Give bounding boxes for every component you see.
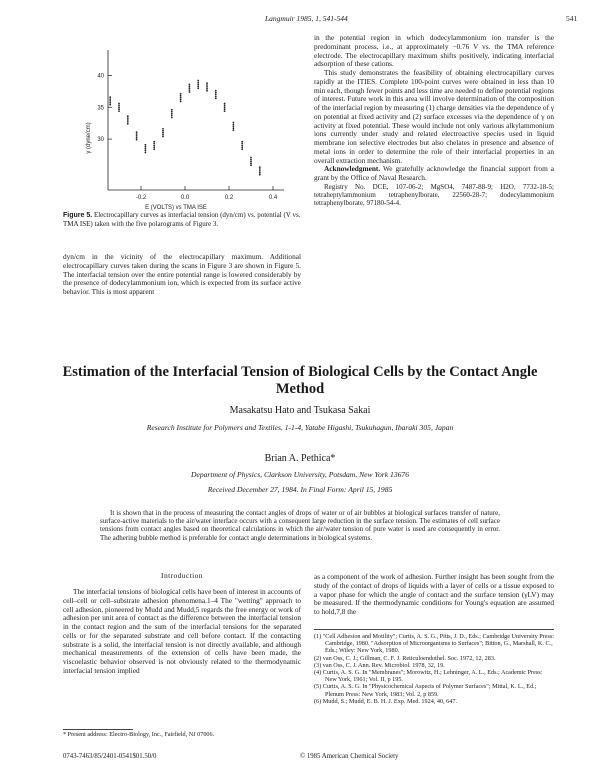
data-point-4 <box>171 109 173 111</box>
data-point-2 <box>224 105 226 107</box>
data-point-5 <box>224 110 226 112</box>
data-point-2 <box>206 84 208 86</box>
data-point-1 <box>189 87 191 89</box>
right-column-text <box>314 34 554 207</box>
data-point-2 <box>171 111 173 113</box>
data-point-3 <box>109 102 111 104</box>
data-point-1 <box>250 161 252 163</box>
data-point-3 <box>250 162 252 164</box>
data-point-4 <box>118 103 120 105</box>
data-point-4 <box>153 141 155 143</box>
right-bottom-paragraph: as a component of the work of adhesion. Further insight has been sought from the study of the contact of drops of liquids with a layer of cells or a tissue exposed to a vapor phase for which the angle of contact and the surface tension (γLV) may be measured. If the thermodynamic conditions for Young's equation are assumed to hold,7,8 the <box>314 572 554 616</box>
data-point-2 <box>189 85 191 87</box>
abstract: It is shown that in the process of measuring the contact angles of drops of water or of air bubbles at biological surfaces transfer of nature, surface-active materials to the air/water interface occurs with a consequent large reduction in the surface tension. The estimates of cell surface tensions from contact angles based on theoretical calculations in which the air/water tension of pure water is used are consequently in error. The adhering bubble method is preferable for contact angle determinations in biological systems. <box>100 509 500 542</box>
data-point-5 <box>259 174 261 176</box>
data-point-5 <box>171 117 173 119</box>
data-point-3 <box>197 85 199 87</box>
data-point-2 <box>215 92 217 94</box>
data-point-4 <box>241 141 243 143</box>
article-code: 0743-7463/85/2401-0541$01.50/0 <box>63 753 157 760</box>
registry-numbers: Registry No. DCE, 107-06-2; MgSO4, 7487-88-9; H2O, 7732-18-5; tetraheptylammonium tetraphenylborate, 22560-28-7; dodecylammonium tetraphenylborate, 97180-54-4. <box>314 182 554 208</box>
data-point-2 <box>162 130 164 132</box>
data-point-3 <box>189 89 191 91</box>
data-point-2 <box>136 133 138 135</box>
data-point-3 <box>224 108 226 110</box>
data-point-2 <box>197 82 199 84</box>
reference-item: (2) van Oss, C. J.; Gillman, C. F. J. Reticuloendothel. Soc. 1972, 12, 283. <box>314 654 496 662</box>
data-point-4 <box>162 128 164 130</box>
data-point-2 <box>109 98 111 100</box>
data-point-4 <box>109 96 111 98</box>
reference-item: (6) Mudd, S.; Mudd, E. B. H. J. Exp. Med. 1924, 40, 647. <box>314 697 458 705</box>
footnote-rule <box>63 729 133 730</box>
data-point-3 <box>118 108 120 110</box>
affiliation-secondary: Department of Physics, Clarkson University, Potsdam, New York 13676 <box>190 470 410 479</box>
references-rule <box>314 629 554 630</box>
data-point-5 <box>233 129 235 131</box>
figure-5-chart <box>66 42 306 220</box>
reference-item: (4) Curtis, A. S. G. In "Membranes"; Morowitz, H.; Lehninger, A. L., Eds.; Academic Press: New York, 1961; Vol. II, p 195. <box>314 669 543 684</box>
data-point-3 <box>171 115 173 117</box>
data-point-3 <box>136 137 138 139</box>
data-point-4 <box>136 131 138 133</box>
data-point-3 <box>127 121 129 123</box>
data-point-4 <box>224 103 226 105</box>
data-point-2 <box>250 159 252 161</box>
data-point-2 <box>153 143 155 145</box>
data-point-1 <box>215 94 217 96</box>
data-point-4 <box>250 157 252 159</box>
data-point-5 <box>215 98 217 100</box>
y-axis-label: γ (dyne/cm) <box>86 122 92 154</box>
data-point-5 <box>136 139 138 141</box>
affiliation-primary: Research Institute for Polymers and Textiles, 1-1-4, Yatabe Higashi, Tsukuhagun, Ibaraki 305, Japan <box>146 423 454 432</box>
journal-citation: Langmuir 1985, 1, 541-544 <box>265 14 348 23</box>
data-point-1 <box>233 126 235 128</box>
page-number: 541 <box>566 14 578 23</box>
authors-primary: Masakatsu Hato and Tsukasa Sakai <box>229 405 371 416</box>
data-point-4 <box>127 115 129 117</box>
data-point-1 <box>162 132 164 134</box>
data-point-2 <box>145 146 147 148</box>
introduction-text <box>63 588 301 676</box>
caption-text: Electrocapillary curves as interfacial tension (dyn/cm) vs. potential (V vs. TMA ISE) taken with the five polarograms of Figure 3. <box>63 211 301 229</box>
data-point-4 <box>189 84 191 86</box>
data-point-4 <box>180 93 182 95</box>
data-point-5 <box>241 148 243 150</box>
chart-svg <box>66 42 306 220</box>
data-point-2 <box>241 143 243 145</box>
right-paragraph-2: This study demonstrates the feasibility of obtaining electrocapillary curves rapidly at the ITIES. Complete 100-point curves were obtained in less than 10 min each, though fewer points and less time are needed to define potential regions of interest. Future work in this area will involve determination of the composition of the interfacial region by measuring (1) charge densities via the dependence of γ on potential at fixed activity and (2) surface excesses via the dependence of γ on activity at fixed potential. These would include not only various alkylammonium ions currently under study and related electroactive species used in liquid membrane ion selective electrodes but also chelates in presence and absence of metal ions in order to determine the role of their interfacial properties in an overall extraction mechanism. <box>314 68 554 165</box>
references-list <box>314 633 554 705</box>
ack-label: Acknowledgment. <box>324 164 381 174</box>
running-head <box>0 14 600 28</box>
data-point-5 <box>189 91 191 93</box>
data-point-3 <box>259 172 261 174</box>
data-point-2 <box>233 124 235 126</box>
data-point-2 <box>259 168 261 170</box>
ack-text: We gratefully acknowledge the financial support from a grant by the Office of Naval Research. <box>314 164 554 182</box>
data-point-1 <box>180 97 182 99</box>
reference-item: (1) "Cell Adhesion and Motility"; Curtis, A. S. G., Pitts, J. D., Eds.; Cambridge University Press: Cambridge, 1980. "Adsorption of Microorganisms to Surfaces"; Bitton, G., Marshall, K. C., Eds.; Wiley: New York, 1980. <box>314 633 555 655</box>
data-point-1 <box>109 100 111 102</box>
data-point-1 <box>127 119 129 121</box>
figure-caption <box>63 211 301 229</box>
y-tick-label: 35 <box>97 105 104 112</box>
data-point-2 <box>118 105 120 107</box>
article-title: Estimation of the Interfacial Tension of Biological Cells by the Contact Angle Method <box>62 364 538 397</box>
data-point-3 <box>215 96 217 98</box>
data-point-1 <box>118 106 120 108</box>
data-point-4 <box>233 122 235 124</box>
data-point-3 <box>180 99 182 101</box>
left-column-paragraph: dyn/cm in the vicinity of the electrocapillary maximum. Additional electrocapillary curves taken during the scans in Figure 3 are shown in Figure 5. The interfacial tension over the entire potential range is lowered considerably by the presence of dodecylammonium ion, which is expected from its surface active behavior. This is most apparent <box>63 252 301 296</box>
data-point-3 <box>233 127 235 129</box>
section-heading-introduction: Introduction <box>161 571 203 580</box>
introduction-paragraph: The interfacial tensions of biological cells have been of interest in accounts of cell–cell or cell–substrate adhesion phenomena.1–4 The "wetting" approach to cell adhesion, pioneered by Mudd and Mudd,5 regards the free energy or work of adhesion per unit area of contact as the difference between the interfacial tension in the contact region and the sum of the interfacial tensions for the separated cells or for the separated substrate and cell before contact. If the contacting substrate is a solid, the interfacial tension is not directly available, and although mechanical measurements of the extension of cells have been made, the viscoelastic behavior observed is not obviously related to the thermodynamic interfacial tension implied <box>63 587 301 675</box>
data-point-4 <box>259 166 261 168</box>
footnote: * Present address: Electro-Biology, Inc., Fairfield, NJ 07006. <box>63 731 215 738</box>
data-point-5 <box>153 148 155 150</box>
data-point-5 <box>206 90 208 92</box>
reference-item: (5) Curtis, A. S. G. In "Physicochemical Aspects of Polymer Surfaces"; Mittal, K. L., Ed.; Plenum Press: New York, 1983; Vol. 2, p 859. <box>314 683 537 698</box>
data-point-5 <box>162 136 164 138</box>
data-point-1 <box>224 106 226 108</box>
acknowledgment <box>314 165 554 183</box>
data-point-1 <box>241 145 243 147</box>
caption-label: Figure 5. <box>63 212 93 219</box>
data-point-4 <box>197 80 199 82</box>
x-tick-label: 0.4 <box>268 195 278 201</box>
data-point-5 <box>197 87 199 89</box>
y-tick-label: 30 <box>97 137 104 144</box>
data-point-3 <box>162 134 164 136</box>
data-point-4 <box>145 144 147 146</box>
data-point-5 <box>118 110 120 112</box>
left-column-text <box>63 253 301 297</box>
copyright: © 1985 American Chemical Society <box>300 753 399 760</box>
right-paragraph-1: in the potential region in which dodecylammonium ion transfer is the predominant process, i.e., at approximately −0.76 V vs. the TMA reference electrode. The electrocapillary maximum shifts positively, indicating interfacial adsorption of these cations. <box>314 33 554 69</box>
right-column-bottom-text <box>314 573 554 617</box>
data-point-4 <box>206 82 208 84</box>
data-point-1 <box>259 170 261 172</box>
x-tick-label: 0.0 <box>180 195 190 201</box>
received-dates: Received December 27, 1984. In Final Form: April 15, 1985 <box>207 485 393 494</box>
data-point-3 <box>145 150 147 152</box>
x-tick-label: 0.2 <box>224 195 234 201</box>
data-point-2 <box>180 95 182 97</box>
data-point-1 <box>206 86 208 88</box>
data-point-5 <box>127 123 129 125</box>
data-point-1 <box>197 84 199 86</box>
reference-item: (3) van Oss, C. J. Ann. Rev. Microbiol. 1978, 32, 19. <box>314 661 445 669</box>
data-point-5 <box>250 164 252 166</box>
x-tick-label: -0.2 <box>135 195 147 201</box>
data-point-3 <box>241 147 243 149</box>
data-point-2 <box>127 117 129 119</box>
data-point-5 <box>180 101 182 103</box>
data-point-1 <box>145 148 147 150</box>
data-point-3 <box>153 147 155 149</box>
data-point-1 <box>153 145 155 147</box>
data-point-3 <box>206 88 208 90</box>
data-point-4 <box>215 90 217 92</box>
data-point-1 <box>136 135 138 137</box>
data-point-5 <box>145 152 147 154</box>
data-point-5 <box>109 104 111 106</box>
authors-secondary: Brian A. Pethica* <box>264 453 336 464</box>
data-point-1 <box>171 113 173 115</box>
x-axis-label: E (VOLTS) vs TMA ISE <box>145 205 207 211</box>
y-tick-label: 40 <box>97 73 104 80</box>
